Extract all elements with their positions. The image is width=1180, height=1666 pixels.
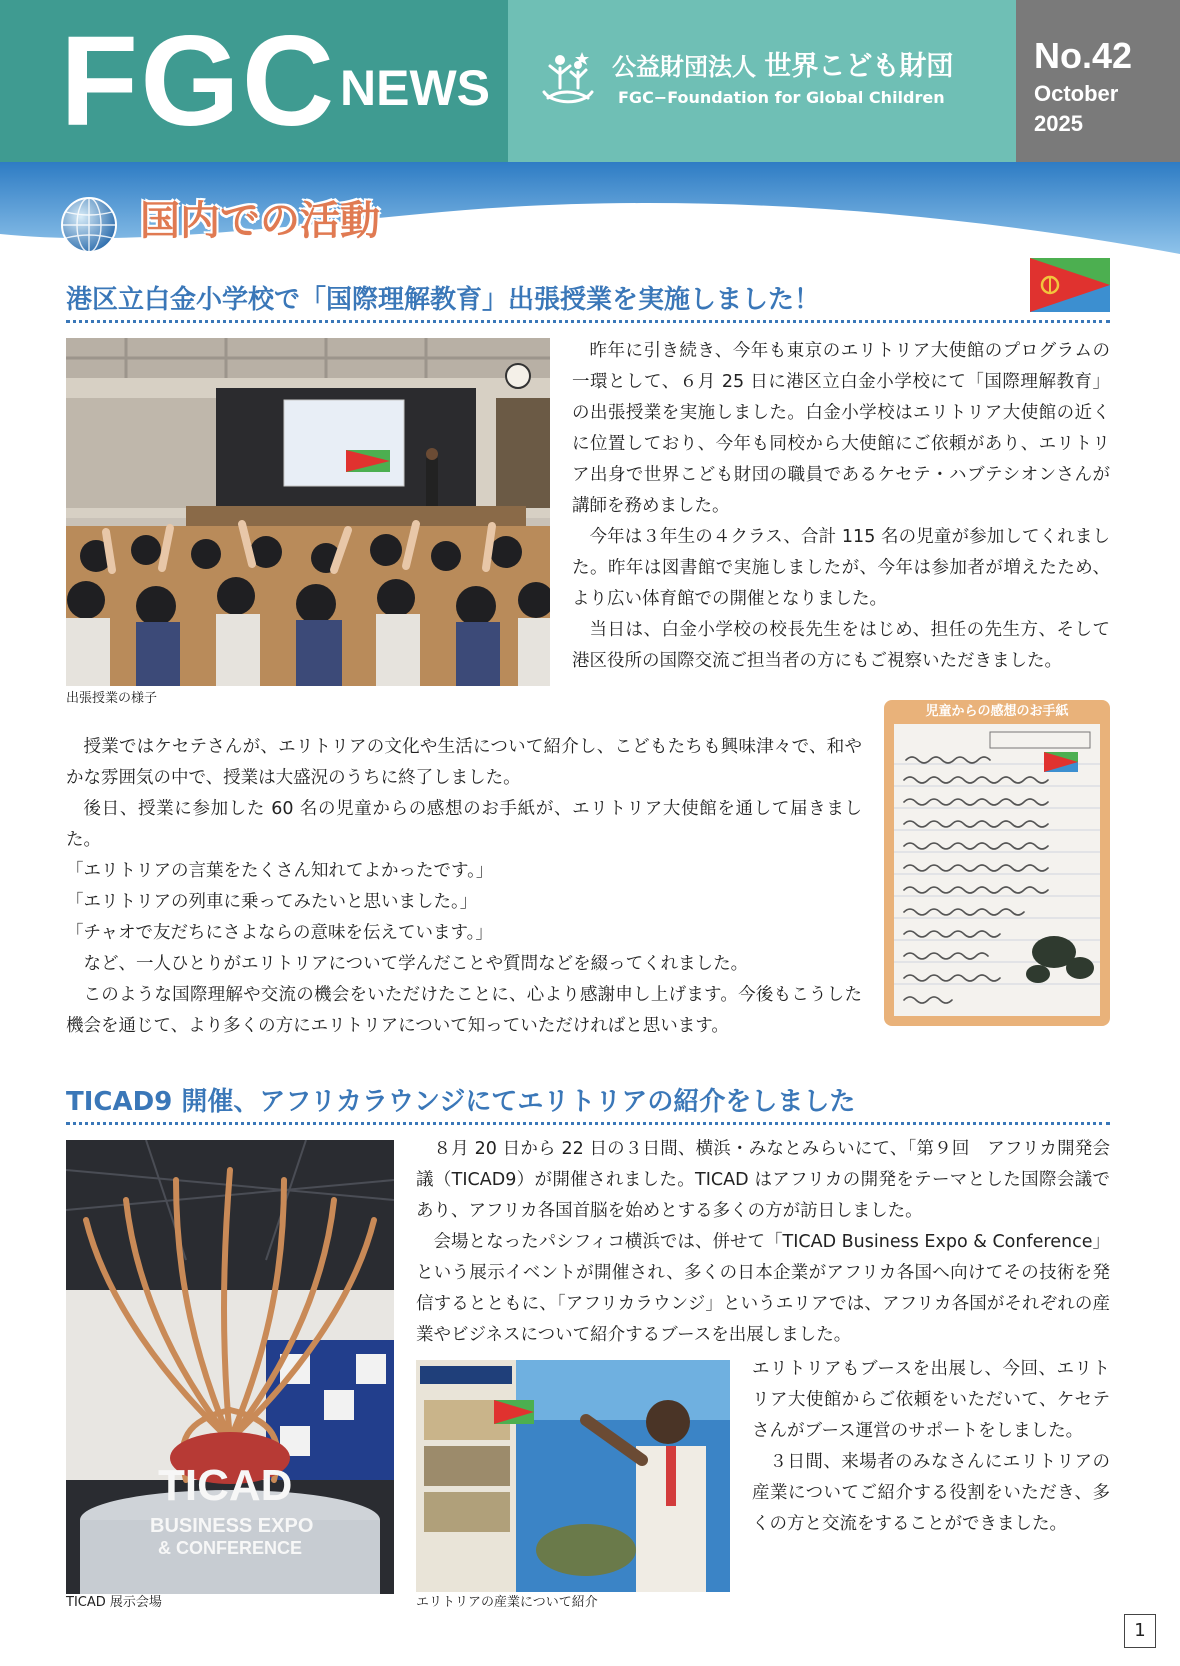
classroom-photo — [66, 338, 550, 686]
org-name-en: FGC−Foundation for Global Children — [618, 88, 945, 107]
article1-intro-paragraph: 今年は３年生の４クラス、合計 115 名の児童が参加してくれました。昨年は図書館で実施しましたが、今年は参加者が増えたため、より広い体育館での開催となりました。 — [572, 527, 1110, 609]
article1-divider — [66, 320, 1110, 323]
eritrea-flag-icon — [1030, 258, 1110, 312]
ticad-venue-photo — [66, 1140, 394, 1594]
article1-intro-paragraph: 当日は、白金小学校の校長先生をはじめ、担任の先生方、そして港区役所の国際交流ご担当者の方にもご視察いただきました。 — [572, 620, 1110, 671]
article1-closing-paragraph: このような国際理解や交流の機会をいただけたことに、心より感謝申し上げます。今後もこうした機会を通じて、より多くの方にエリトリアについて知っていただければと思います。 — [66, 985, 862, 1036]
article1-body-paragraph: 後日、授業に参加した 60 名の児童からの感想のお手紙が、エリトリア大使館を通して届きました。 — [66, 799, 862, 850]
handwritten-letter-image — [894, 724, 1100, 1016]
article1-body-text — [66, 732, 862, 1042]
svg-text:TICAD: TICAD — [158, 1461, 293, 1510]
article2-title: TICAD9 開催、アフリカラウンジにてエリトリアの紹介をしました — [66, 1087, 856, 1117]
eritrea-booth-photo-caption: エリトリアの産業について紹介 — [416, 1595, 598, 1610]
student-quote: 「チャオで友だちにさよならの意味を伝えています。」 — [66, 923, 493, 943]
newsletter-logo-sub: NEWS — [340, 60, 490, 116]
article2-text-full — [416, 1134, 1110, 1351]
article2-paragraph: エリトリアもブースを出展し、今回、エリトリア大使館からご依頼をいただいて、ケセテさんがブース運営のサポートをしました。 — [752, 1359, 1110, 1441]
issue-number: No.42 — [1034, 35, 1133, 76]
article1-title: 港区立白金小学校で「国際理解教育」出張授業を実施しました！ — [66, 285, 821, 315]
student-quote: 「エリトリアの列車に乗ってみたいと思いました。」 — [66, 892, 478, 912]
svg-text:& CONFERENCE: & CONFERENCE — [158, 1538, 303, 1558]
article1-intro-paragraph: 昨年に引き続き、今年も東京のエリトリア大使館のプログラムの一環として、６月 25 日に港区立白金小学校にて「国際理解教育」の出張授業を実施しました。白金小学校はエリトリア大使館の近くに位置しており、今年も同校から大使館にご依頼があり、エリトリア出身で世界こども財団の職員であるケセテ・ハブテシオンさんが講師を務めました。 — [572, 341, 1110, 516]
student-quote: 「エリトリアの言葉をたくさん知れてよかったです。」 — [66, 861, 494, 881]
section-title: 国内での活動 — [140, 198, 380, 244]
article1-body-paragraph: 授業ではケセテさんが、エリトリアの文化や生活について紹介し、こどもたちも興味津々で、和やかな雰囲気の中で、授業は大盛況のうちに終了しました。 — [66, 737, 862, 788]
masthead-issue-panel — [1016, 0, 1180, 162]
page-number: 1 — [1124, 1614, 1156, 1648]
eritrea-booth-photo — [416, 1360, 730, 1592]
issue-month: October — [1034, 81, 1119, 106]
org-name-jp — [612, 52, 953, 82]
article1-closing-paragraph: など、一人ひとりがエリトリアについて学んだことや質問などを綴ってくれました。 — [83, 954, 749, 974]
masthead — [0, 0, 1180, 162]
classroom-photo-caption: 出張授業の様子 — [66, 691, 158, 706]
globe-icon — [60, 196, 118, 254]
article2-paragraph: ８月 20 日から 22 日の３日間、横浜・みなとみらいにて、「第９回 アフリカ開発会議（TICAD9）が開催されました。TICAD はアフリカの開発をテーマとした国際会議であり、アフリカ各国首脳を始めとする多くの方が訪日しました。 — [416, 1139, 1110, 1221]
masthead-left-panel — [0, 0, 508, 162]
newsletter-logo: FGC — [60, 10, 337, 153]
article2-paragraph: 会場となったパシフィコ横浜では、併せて「TICAD Business Expo & Conference」という展示イベントが開催され、多くの日本企業がアフリカ各国へ向けてその技術を発信するとともに、「アフリカラウンジ」というエリアでは、アフリカ各国がそれぞれの産業やビジネスについて紹介するブースを出展しました。 — [416, 1232, 1110, 1345]
svg-text:BUSINESS EXPO: BUSINESS EXPO — [150, 1515, 314, 1537]
article2-text-narrow — [752, 1354, 1110, 1540]
article2-paragraph: ３日間、来場者のみなさんにエリトリアの産業についてご紹介する役割をいただき、多くの方と交流をすることができました。 — [752, 1452, 1110, 1534]
masthead-org-panel — [508, 0, 1016, 162]
org-name: 世界こども財団 — [764, 51, 954, 82]
letter-box-label: 児童からの感想のお手紙 — [925, 704, 1069, 719]
foundation-logo-icon — [538, 48, 596, 110]
article2-divider — [66, 1122, 1110, 1125]
letter-box — [884, 700, 1110, 1026]
org-prefix: 公益財団法人 — [612, 53, 756, 81]
article1-intro-text — [572, 336, 1110, 677]
issue-year: 2025 — [1034, 111, 1083, 136]
ticad-venue-photo-caption: TICAD 展示会場 — [66, 1595, 162, 1610]
